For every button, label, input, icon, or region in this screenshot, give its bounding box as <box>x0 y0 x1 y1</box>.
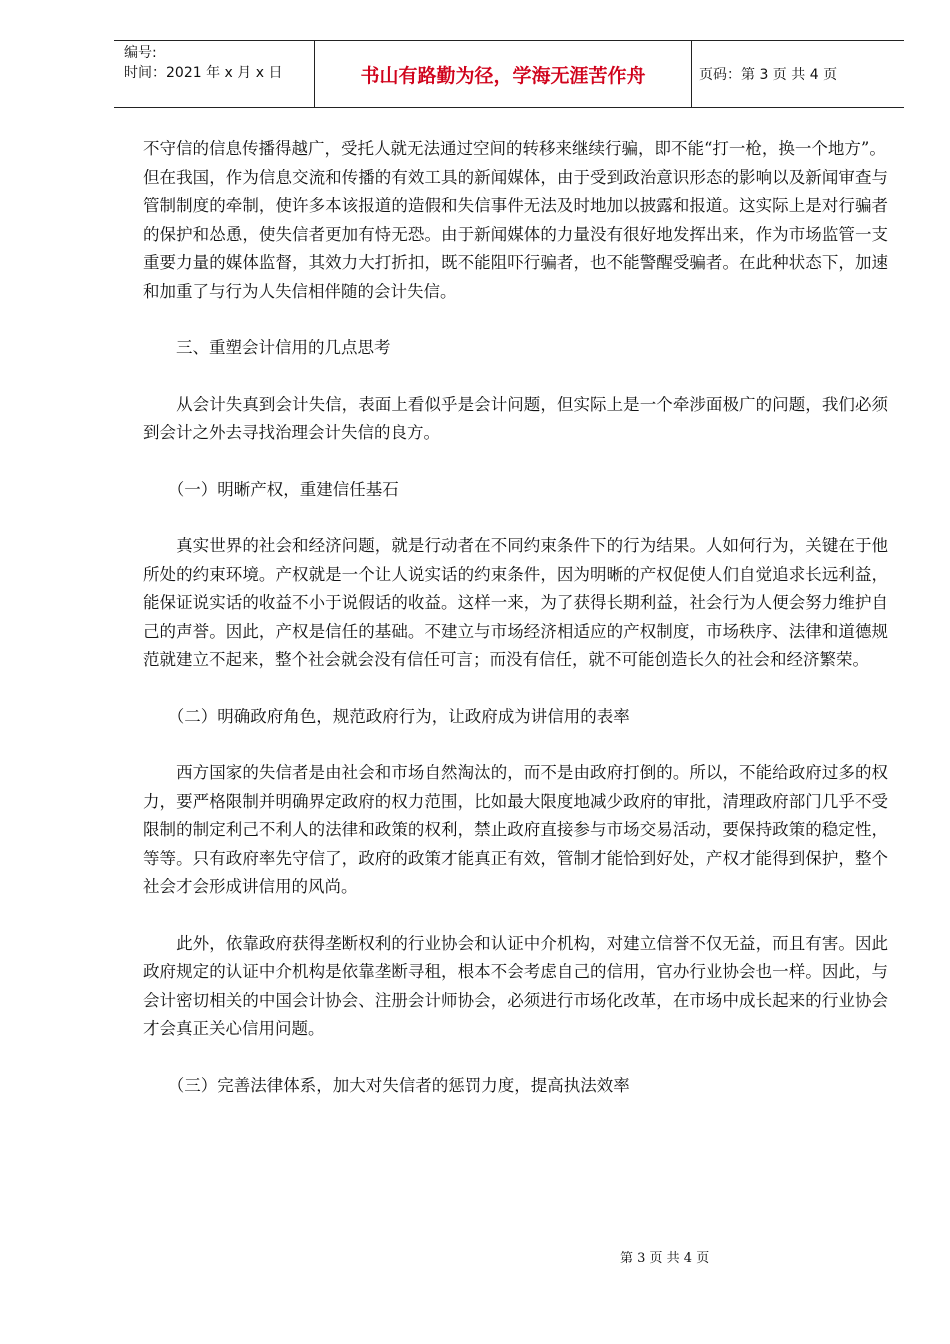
paragraph-4: 真实世界的社会和经济问题，就是行动者在不同约束条件下的行为结果。人如何行为，关键在于他所处的约束环境。产权就是一个让人说实话的约束条件，因为明晰的产权促使人们自觉追求长远利益，能保证说实话的收益不小于说假话的收益。这样一来，为了获得长期利益，社会行为人便会努力维护自己的声誉。因此，产权是信任的基础。不建立与市场经济相适应的产权制度，市场秩序、法律和道德规范就建立不起来，整个社会就会没有信任可言；而没有信任，就不可能创造长久的社会和经济繁荣。 <box>143 536 888 669</box>
paragraph-6: 此外，依靠政府获得垄断权利的行业协会和认证中介机构，对建立信誉不仅无益，而且有害。因此政府规定的认证中介机构是依靠垄断寻租，根本不会考虑自己的信用，官办行业协会也一样。因此，与会计密切相关的中国会计协会、注册会计师协会，必须进行市场化改革，在市场中成长起来的行业协会才会真正关心信用问题。 <box>143 933 888 1038</box>
page-footer: 第 3 页 共 4 页 <box>620 1251 710 1266</box>
paragraph-5: 西方国家的失信者是由社会和市场自然淘汰的，而不是由政府打倒的。所以，不能给政府过多的权力，要严格限制并明确界定政府的权力范围，比如最大限度地减少政府的审批，清理政府部门几乎不受限制的制定利己不利人的法律和政策的权利，禁止政府直接参与市场交易活动，要保持政策的稳定性，等等。只有政府率先守信了，政府的政策才能真正有效，管制才能恰到好处，产权才能得到保护，整个社会才会形成讲信用的风尚。 <box>143 763 888 896</box>
page-header <box>114 40 904 108</box>
subheading-1: （一）明晰产权，重建信任基石 <box>143 479 399 499</box>
paragraph-1: 不守信的信息传播得越广，受托人就无法通过空间的转移来继续行骗，即不能“打一枪，换一个地方”。 <box>143 139 886 158</box>
header-motto: 书山有路勤为径，学海无涯苦作舟 <box>314 41 692 107</box>
header-page-info: 页码：第 3 页 共 4 页 <box>699 67 838 83</box>
header-meta <box>114 41 314 107</box>
subheading-2: （二）明确政府角色，规范政府行为，让政府成为讲信用的表率 <box>143 706 630 726</box>
document-body <box>143 135 888 1100</box>
subheading-3: （三）完善法律体系，加大对失信者的惩罚力度，提高执法效率 <box>143 1075 630 1095</box>
paragraph-2: 但在我国，作为信息交流和传播的有效工具的新闻媒体，由于受到政治意识形态的影响以及新闻审查与管制制度的牵制，使许多本该报道的造假和失信事件无法及时地加以披露和报道。这实际上是对行骗者的保护和怂恿，使失信者更加有恃无恐。由于新闻媒体的力量没有很好地发挥出来，作为市场监管一支重要力量的媒体监督，其效力大打折扣，既不能阻吓行骗者，也不能警醒受骗者。在此种状态下，加速和加重了与行为人失信相伴随的会计失信。 <box>143 167 888 301</box>
section-heading-3: 三、重塑会计信用的几点思考 <box>143 338 391 357</box>
serial-number-label: 编号: <box>124 45 157 61</box>
date-label: 时间：2021 年 x 月 x 日 <box>124 65 283 81</box>
paragraph-3: 从会计失真到会计失信，表面上看似乎是会计问题，但实际上是一个牵涉面极广的问题，我们必须到会计之外去寻找治理会计失信的良方。 <box>143 394 888 442</box>
